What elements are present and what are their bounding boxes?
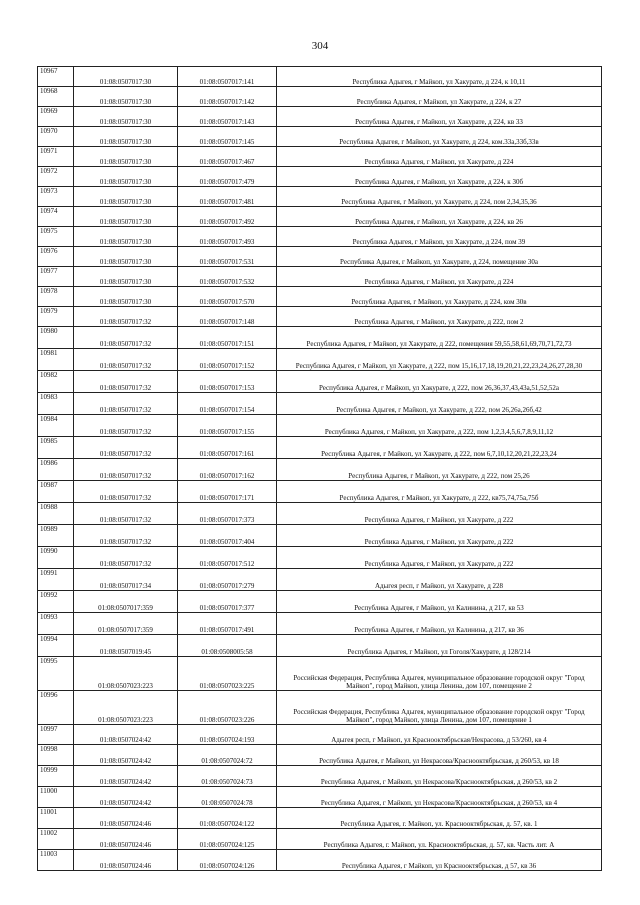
table-row [38,613,602,635]
parent-cadastral-number: 01:08:0507017:32 [74,393,178,415]
cadastral-number: 01:08:0507017:570 [178,287,277,307]
cadastral-number: 01:08:0507017:377 [178,591,277,613]
parent-cadastral-number: 01:08:0507017:32 [74,349,178,371]
parent-cadastral-number: 01:08:0507017:30 [74,247,178,267]
table-row [38,459,602,481]
cadastral-number: 01:08:0507017:152 [178,349,277,371]
row-number: 10984 [38,415,74,437]
parent-cadastral-number: 01:08:0507017:30 [74,267,178,287]
cadastral-number: 01:08:0507017:492 [178,207,277,227]
row-number: 11003 [38,850,74,871]
table-row [38,267,602,287]
table-row [38,691,602,725]
address: Республика Адыгея, г Майкоп, ул Хакурате, д 224 [277,147,602,167]
cadastral-number: 01:08:0507017:467 [178,147,277,167]
row-number: 10977 [38,267,74,287]
table-row [38,745,602,766]
row-number: 10981 [38,349,74,371]
parent-cadastral-number: 01:08:0507017:30 [74,207,178,227]
parent-cadastral-number: 01:08:0507017:30 [74,167,178,187]
row-number: 10975 [38,227,74,247]
address: Республика Адыгея, г Майкоп, ул Хакурате, д 222 [277,525,602,547]
parent-cadastral-number: 01:08:0507017:32 [74,371,178,393]
cadastral-number: 01:08:0507023:225 [178,657,277,691]
row-number: 10968 [38,87,74,107]
table-row [38,227,602,247]
cadastral-number: 01:08:0507024:73 [178,766,277,787]
address: Республика Адыгея, г Майкоп, ул Хакурате, д 224, к 27 [277,87,602,107]
table-row [38,167,602,187]
cadastral-number: 01:08:0507017:145 [178,127,277,147]
registry-table-body [38,67,602,871]
cadastral-number: 01:08:0507017:141 [178,67,277,87]
table-row [38,657,602,691]
parent-cadastral-number: 01:08:0507017:30 [74,87,178,107]
cadastral-number: 01:08:0507017:153 [178,371,277,393]
row-number: 10982 [38,371,74,393]
cadastral-number: 01:08:0507017:404 [178,525,277,547]
table-row [38,207,602,227]
parent-cadastral-number: 01:08:0507024:42 [74,787,178,808]
table-row [38,547,602,569]
table-row [38,808,602,829]
address: Республика Адыгея, г. Майкоп, ул. Краснооктябрьская, д. 57, кв. 1 [277,808,602,829]
parent-cadastral-number: 01:08:0507017:30 [74,127,178,147]
row-number: 10996 [38,691,74,725]
table-row [38,635,602,657]
table-row [38,349,602,371]
cadastral-number: 01:08:0507017:481 [178,187,277,207]
table-row [38,481,602,503]
parent-cadastral-number: 01:08:0507024:46 [74,808,178,829]
address: Республика Адыгея, г Майкоп, ул Хакурате, д 224, ком.33а,33б,33в [277,127,602,147]
row-number: 10988 [38,503,74,525]
address: Республика Адыгея, г Майкоп, ул Хакурате, д 222, пом 15,16,17,18,19,20,21,22,23,24,26,27,28,30 [277,349,602,371]
table-row [38,766,602,787]
address: Республика Адыгея, г Майкоп, ул Хакурате, д 224, к 10,11 [277,67,602,87]
address: Республика Адыгея, г Майкоп, ул Калинина, д 217, кв 36 [277,613,602,635]
cadastral-number: 01:08:0507017:151 [178,327,277,349]
address: Республика Адыгея, г Майкоп, ул Некрасова/Краснооктябрьская, д 260/53, кв 2 [277,766,602,787]
row-number: 10989 [38,525,74,547]
parent-cadastral-number: 01:08:0507017:32 [74,327,178,349]
table-row [38,850,602,871]
table-row [38,525,602,547]
parent-cadastral-number: 01:08:0507017:30 [74,147,178,167]
row-number: 10976 [38,247,74,267]
address: Республика Адыгея, г Майкоп, ул Хакурате, д 224 [277,267,602,287]
cadastral-number: 01:08:0507024:122 [178,808,277,829]
cadastral-number: 01:08:0507017:491 [178,613,277,635]
address: Республика Адыгея, г Майкоп, ул Гоголя/Хакурате, д 128/214 [277,635,602,657]
address: Республика Адыгея, г Майкоп, ул Хакурате, д 222, пом 2 [277,307,602,327]
address: Адыгея респ, г Майкоп, ул Хакурате, д 228 [277,569,602,591]
address: Республика Адыгея, г Майкоп, ул Хакурате, д 224, пом 39 [277,227,602,247]
parent-cadastral-number: 01:08:0507017:32 [74,307,178,327]
table-row [38,307,602,327]
address: Республика Адыгея, г Майкоп, ул Хакурате, д 222, пом 26,36,37,43,43а,51,52,52а [277,371,602,393]
parent-cadastral-number: 01:08:0507024:46 [74,850,178,871]
cadastral-number: 01:08:0507024:72 [178,745,277,766]
address: Республика Адыгея, г Майкоп, ул Хакурате, д 224, к 30б [277,167,602,187]
cadastral-number: 01:08:0507017:142 [178,87,277,107]
row-number: 10972 [38,167,74,187]
cadastral-number: 01:08:0507017:512 [178,547,277,569]
row-number: 10995 [38,657,74,691]
row-number: 10990 [38,547,74,569]
cadastral-number: 01:08:0507017:493 [178,227,277,247]
parent-cadastral-number: 01:08:0507017:32 [74,503,178,525]
table-row [38,107,602,127]
row-number: 10979 [38,307,74,327]
row-number: 10992 [38,591,74,613]
registry-table [37,66,602,871]
parent-cadastral-number: 01:08:0507023:223 [74,657,178,691]
address: Адыгея респ, г Майкоп, ул Краснооктябрьская/Некрасова, д 53/260, кв 4 [277,725,602,745]
cadastral-number: 01:08:0507017:162 [178,459,277,481]
parent-cadastral-number: 01:08:0507019:45 [74,635,178,657]
parent-cadastral-number: 01:08:0507017:30 [74,287,178,307]
row-number: 10967 [38,67,74,87]
table-row [38,147,602,167]
cadastral-number: 01:08:0507023:226 [178,691,277,725]
parent-cadastral-number: 01:08:0507017:30 [74,187,178,207]
parent-cadastral-number: 01:08:0507017:30 [74,227,178,247]
table-row [38,415,602,437]
parent-cadastral-number: 01:08:0507017:34 [74,569,178,591]
parent-cadastral-number: 01:08:0507024:42 [74,725,178,745]
address: Российская Федерация, Республика Адыгея, муниципальное образование городской округ "Город Майкоп", город Майкоп, улица Ленина, дом 107, помещение 2 [277,657,602,691]
cadastral-number: 01:08:0507017:171 [178,481,277,503]
table-row [38,247,602,267]
parent-cadastral-number: 01:08:0507024:46 [74,829,178,850]
address: Республика Адыгея, г Майкоп, ул Хакурате, д 222, кв75,74,75а,75б [277,481,602,503]
parent-cadastral-number: 01:08:0507017:359 [74,613,178,635]
row-number: 10978 [38,287,74,307]
row-number: 10983 [38,393,74,415]
table-row [38,393,602,415]
parent-cadastral-number: 01:08:0507017:32 [74,437,178,459]
table-row [38,87,602,107]
address: Республика Адыгея, г. Майкоп, ул. Краснооктябрьская, д. 57, кв. Часть лит. А [277,829,602,850]
parent-cadastral-number: 01:08:0507017:30 [74,67,178,87]
address: Республика Адыгея, г Майкоп, ул Хакурате, д 222 [277,547,602,569]
row-number: 11000 [38,787,74,808]
table-row [38,591,602,613]
table-row [38,569,602,591]
cadastral-number: 01:08:0507017:143 [178,107,277,127]
row-number: 10994 [38,635,74,657]
address: Республика Адыгея, г Майкоп, ул Хакурате, д 222, пом 25,26 [277,459,602,481]
row-number: 10971 [38,147,74,167]
cadastral-number: 01:08:0507017:479 [178,167,277,187]
table-row [38,187,602,207]
parent-cadastral-number: 01:08:0507017:30 [74,107,178,127]
address: Республика Адыгея, г Майкоп, ул Хакурате, д 222 [277,503,602,525]
row-number: 10999 [38,766,74,787]
table-row [38,327,602,349]
table-row [38,437,602,459]
cadastral-number: 01:08:0507024:126 [178,850,277,871]
row-number: 10970 [38,127,74,147]
address: Республика Адыгея, г Майкоп, ул Хакурате, д 224, помещение 30а [277,247,602,267]
parent-cadastral-number: 01:08:0507024:42 [74,766,178,787]
address: Республика Адыгея, г Майкоп, ул Хакурате, д 222, помещения 59,55,58,61,69,70,71,72,73 [277,327,602,349]
row-number: 10980 [38,327,74,349]
table-row [38,829,602,850]
cadastral-number: 01:08:0507017:154 [178,393,277,415]
address: Российская Федерация, Республика Адыгея, муниципальное образование городской округ "Город Майкоп", город Майкоп, улица Ленина, дом 107, помещение 1 [277,691,602,725]
parent-cadastral-number: 01:08:0507017:359 [74,591,178,613]
address: Республика Адыгея, г Майкоп, ул Некрасова/Краснооктябрьская, д 260/53, кв 18 [277,745,602,766]
address: Республика Адыгея, г Майкоп, ул Хакурате, д 224, ком 30в [277,287,602,307]
address: Республика Адыгея, г Майкоп, ул Некрасова/Краснооктябрьская, д 260/53, кв 4 [277,787,602,808]
cadastral-number: 01:08:0507017:532 [178,267,277,287]
row-number: 10974 [38,207,74,227]
cadastral-number: 01:08:0507017:155 [178,415,277,437]
address: Республика Адыгея, г Майкоп, ул Краснооктябрьская, д 57, кв 36 [277,850,602,871]
row-number: 11002 [38,829,74,850]
address: Республика Адыгея, г Майкоп, ул Хакурате, д 222, пом 1,2,3,4,5,6,7,8,9,11,12 [277,415,602,437]
parent-cadastral-number: 01:08:0507017:32 [74,415,178,437]
row-number: 10973 [38,187,74,207]
row-number: 10998 [38,745,74,766]
row-number: 10987 [38,481,74,503]
cadastral-number: 01:08:0507024:125 [178,829,277,850]
table-row [38,67,602,87]
cadastral-number: 01:08:0507017:279 [178,569,277,591]
parent-cadastral-number: 01:08:0507023:223 [74,691,178,725]
row-number: 10985 [38,437,74,459]
cadastral-number: 01:08:0507017:161 [178,437,277,459]
table-row [38,127,602,147]
table-row [38,371,602,393]
row-number: 10997 [38,725,74,745]
cadastral-number: 01:08:0507017:373 [178,503,277,525]
parent-cadastral-number: 01:08:0507024:42 [74,745,178,766]
row-number: 11001 [38,808,74,829]
parent-cadastral-number: 01:08:0507017:32 [74,547,178,569]
cadastral-number: 01:08:0507017:148 [178,307,277,327]
address: Республика Адыгея, г Майкоп, ул Хакурате, д 222, пом 26,26а,26б,42 [277,393,602,415]
address: Республика Адыгея, г Майкоп, ул Хакурате, д 224, кв 26 [277,207,602,227]
table-row [38,787,602,808]
parent-cadastral-number: 01:08:0507017:32 [74,459,178,481]
parent-cadastral-number: 01:08:0507017:32 [74,525,178,547]
address: Республика Адыгея, г Майкоп, ул Хакурате, д 224, пом 2,34,35,36 [277,187,602,207]
row-number: 10986 [38,459,74,481]
address: Республика Адыгея, г Майкоп, ул Хакурате, д 222, пом 6,7,10,12,20,21,22,23,24 [277,437,602,459]
parent-cadastral-number: 01:08:0507017:32 [74,481,178,503]
cadastral-number: 01:08:0507024:78 [178,787,277,808]
row-number: 10991 [38,569,74,591]
page-number: 304 [311,40,329,52]
table-row [38,503,602,525]
cadastral-number: 01:08:0508005:58 [178,635,277,657]
cadastral-number: 01:08:0507017:531 [178,247,277,267]
row-number: 10993 [38,613,74,635]
address: Республика Адыгея, г Майкоп, ул Калинина, д 217, кв 53 [277,591,602,613]
row-number: 10969 [38,107,74,127]
table-row [38,287,602,307]
cadastral-number: 01:08:0507024:193 [178,725,277,745]
address: Республика Адыгея, г Майкоп, ул Хакурате, д 224, кв 33 [277,107,602,127]
table-row [38,725,602,745]
